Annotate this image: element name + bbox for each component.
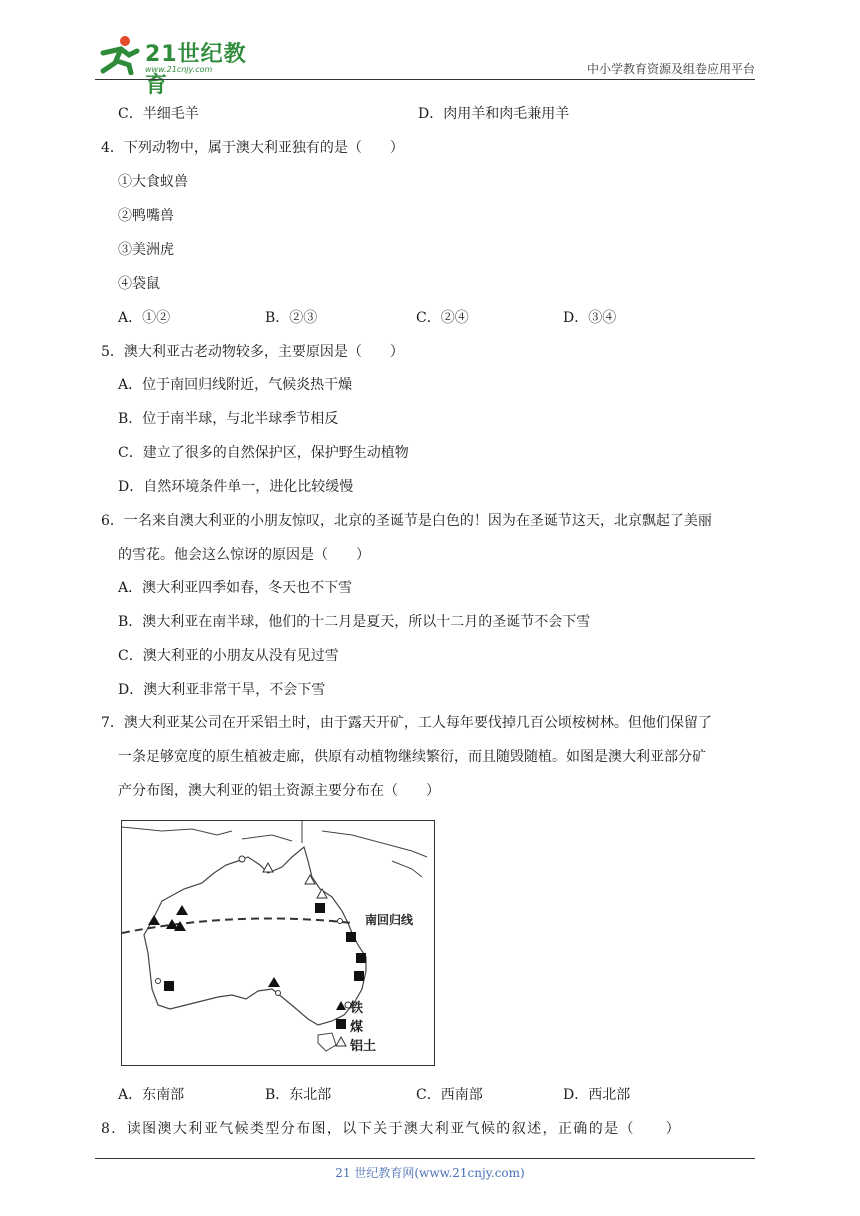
q4-option-a: A．①② bbox=[118, 310, 171, 326]
q4-item-4: ④袋鼠 bbox=[118, 276, 160, 292]
q6-option-d: D．澳大利亚非常干旱，不会下雪 bbox=[118, 682, 326, 698]
q3-option-d: D．肉用羊和肉毛兼用羊 bbox=[418, 106, 570, 122]
q6-option-c: C．澳大利亚的小朋友从没有见过雪 bbox=[118, 648, 339, 664]
q4-option-d: D．③④ bbox=[563, 310, 617, 326]
q5-option-b: B．位于南半球，与北半球季节相反 bbox=[118, 411, 339, 427]
header-platform-name: 中小学教育资源及组卷应用平台 bbox=[586, 62, 755, 76]
legend-bauxite-icon bbox=[336, 1037, 346, 1046]
q4-item-2: ②鸭嘴兽 bbox=[118, 208, 174, 224]
legend-bauxite-label: 铝土 bbox=[350, 1039, 377, 1054]
q7-option-d: D．西北部 bbox=[563, 1087, 631, 1103]
australia-outline bbox=[144, 847, 366, 1025]
q7-option-c: C．西南部 bbox=[416, 1087, 483, 1103]
site-logo bbox=[95, 35, 265, 98]
runner-logo-icon bbox=[95, 35, 143, 75]
q6-stem-line2: 的雪花。他会这么惊讶的原因是（ ） bbox=[118, 547, 370, 563]
page-header bbox=[95, 30, 755, 98]
q7-stem-line3: 产分布图，澳大利亚的铝土资源主要分布在（ ） bbox=[118, 783, 440, 799]
q5-stem: 5．澳大利亚古老动物较多，主要原因是（ ） bbox=[101, 344, 404, 360]
map-drawing bbox=[122, 821, 434, 1065]
footer-divider bbox=[95, 1158, 755, 1159]
coal-markers bbox=[164, 903, 366, 991]
q8-stem: 8．读图澳大利亚气候类型分布图，以下关于澳大利亚气候的叙述，正确的是（ ） bbox=[101, 1121, 682, 1137]
q4-stem: 4．下列动物中，属于澳大利亚独有的是（ ） bbox=[101, 140, 404, 156]
header-divider bbox=[95, 79, 755, 80]
q7-option-a: A．东南部 bbox=[118, 1087, 185, 1103]
logo-text: 21世纪教育 bbox=[145, 42, 247, 98]
q4-option-b: B．②③ bbox=[265, 310, 318, 326]
legend-iron-label: 铁 bbox=[350, 1001, 364, 1016]
q7-option-b: B．东北部 bbox=[265, 1087, 332, 1103]
page-footer: 21 世纪教育网(www.21cnjy.com) bbox=[335, 1166, 525, 1180]
q4-option-c: C．②④ bbox=[416, 310, 469, 326]
q3-option-c: C．半细毛羊 bbox=[118, 106, 199, 122]
q5-option-a: A．位于南回归线附近，气候炎热干燥 bbox=[118, 377, 353, 393]
q4-item-1: ①大食蚁兽 bbox=[118, 174, 188, 190]
q7-stem-line1: 7．澳大利亚某公司在开采铝土时，由于露天开矿，工人每年要伐掉几百公顷桉树林。但他们保留了 bbox=[101, 715, 712, 731]
q7-stem-line2: 一条足够宽度的原生植被走廊，供原有动植物继续繁衍，而且随毁随植。如图是澳大利亚部分矿 bbox=[118, 749, 706, 765]
iron-markers bbox=[148, 905, 280, 987]
legend-coal-label: 煤 bbox=[350, 1020, 364, 1035]
tropic-label: 南回归线 bbox=[365, 913, 414, 927]
q4-item-3: ③美洲虎 bbox=[118, 242, 174, 258]
q6-stem-line1: 6．一名来自澳大利亚的小朋友惊叹，北京的圣诞节是白色的！因为在圣诞节这天，北京飘起了美丽 bbox=[101, 513, 712, 529]
legend-coal-icon bbox=[336, 1019, 346, 1029]
australia-mineral-map bbox=[121, 820, 435, 1066]
logo-url: www.21cnjy.com bbox=[145, 65, 213, 74]
bauxite-markers bbox=[263, 863, 327, 898]
q6-option-b: B．澳大利亚在南半球，他们的十二月是夏天，所以十二月的圣诞节不会下雪 bbox=[118, 614, 591, 630]
q5-option-c: C．建立了很多的自然保护区，保护野生动植物 bbox=[118, 445, 409, 461]
q5-option-d: D．自然环境条件单一，进化比较缓慢 bbox=[118, 479, 354, 495]
q6-option-a: A．澳大利亚四季如春，冬天也不下雪 bbox=[118, 580, 353, 596]
legend-iron-icon bbox=[336, 1001, 346, 1010]
